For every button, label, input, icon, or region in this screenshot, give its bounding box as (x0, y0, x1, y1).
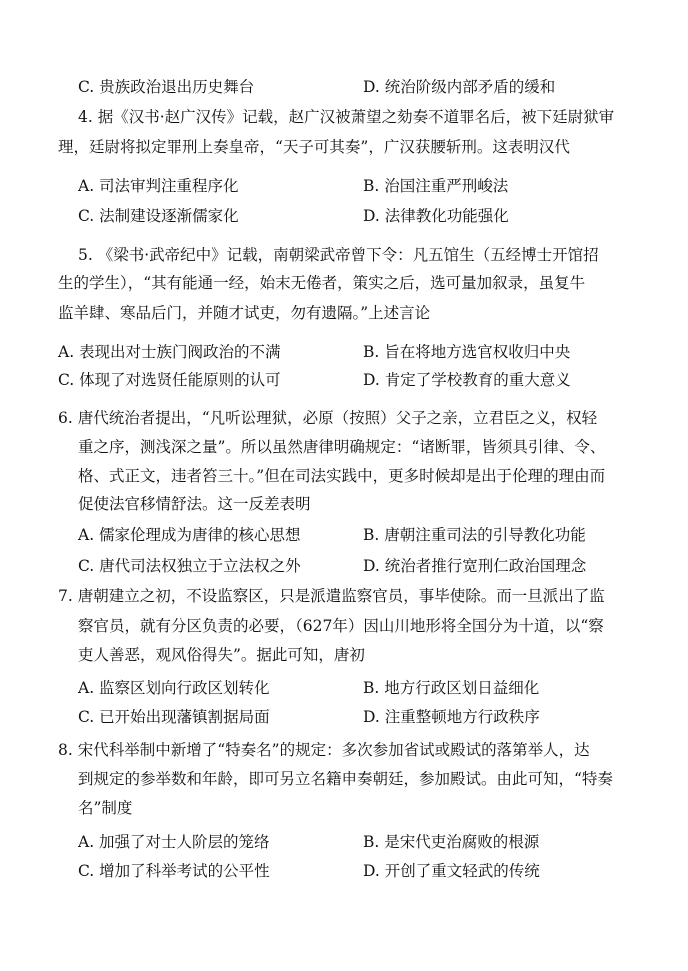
q8-option-c: C. 增加了科举考试的公平性 (78, 862, 270, 880)
q5-option-b: B. 旨在将地方选官权收归中央 (363, 343, 571, 361)
q5-stem-line: 生的学生），“其有能通一经，始末无倦者，策实之后，选可量加叙录，虽复牛 (58, 274, 586, 292)
q6-stem-line: 促使法官移情舒法。这一反差表明 (78, 495, 311, 513)
q6-stem-line: 重之序，测浅深之量”。所以虽然唐律明确规定：“诸断罪，皆须具引律、令、 (78, 438, 606, 456)
q3-option-d: D. 统治阶级内部矛盾的缓和 (363, 78, 556, 96)
q4-stem-line: 4. 据《汉书·赵广汉传》记载，赵广汉被萧望之劾奏不道罪名后，被下廷尉狱审 (78, 108, 615, 126)
q8-option-b: B. 是宋代吏治腐败的根源 (363, 833, 540, 851)
q4-option-b: B. 治国注重严刑峻法 (363, 177, 509, 195)
q5-option-a: A. 表现出对士族门阀政治的不满 (58, 343, 281, 361)
q6-stem-line: 格、式正文，违者笞三十。”但在司法实践中，更多时候却是出于伦理的理由而 (78, 467, 606, 485)
q7-option-a: A. 监察区划向行政区划转化 (78, 679, 270, 697)
q5-stem-line: 监羊肆、寒品后门，并随才试吏，勿有遗隔。”上述言论 (58, 304, 431, 322)
q7-option-c: C. 已开始出现藩镇割据局面 (78, 708, 270, 726)
q8-stem-line: 到规定的参举数和年龄，即可另立名籍申奏朝廷，参加殿试。由此可知，“特奏 (78, 770, 613, 788)
q6-option-c: C. 唐代司法权独立于立法权之外 (78, 557, 301, 575)
q5-option-c: C. 体现了对选贤任能原则的认可 (58, 371, 281, 389)
q8-option-d: D. 开创了重文轻武的传统 (363, 862, 540, 880)
q5-stem-line: 5. 《梁书·武帝纪中》记载，南朝梁武帝曾下令：凡五馆生（五经博士开馆招 (78, 246, 599, 264)
q6-option-a: A. 儒家伦理成为唐律的核心思想 (78, 526, 301, 544)
q4-option-c: C. 法制建设逐渐儒家化 (78, 207, 239, 225)
q7-option-b: B. 地方行政区划日益细化 (363, 679, 540, 697)
q6-option-d: D. 统治者推行宽刑仁政治国理念 (363, 557, 587, 575)
q7-stem-line: 7. 唐朝建立之初，不设监察区，只是派遣监察官员，事毕使除。而一旦派出了监 (58, 587, 605, 605)
q7-stem-line: 吏人善恶，观风俗得失”。据此可知，唐初 (78, 646, 365, 664)
q3-option-c: C. 贵族政治退出历史舞台 (78, 78, 255, 96)
q4-option-a: A. 司法审判注重程序化 (78, 177, 239, 195)
q7-stem-line: 察官员，就有分区负责的必要，（627年）因山川地形将全国分为十道，以“察 (78, 617, 604, 635)
q5-option-d: D. 肯定了学校教育的重大意义 (363, 371, 571, 389)
q4-option-d: D. 法律教化功能强化 (363, 207, 509, 225)
q6-option-b: B. 唐朝注重司法的引导教化功能 (363, 526, 586, 544)
q6-stem-line: 6. 唐代统治者提出，“凡听讼理狱，必原（按照）父子之亲，立君臣之义，权轻 (58, 409, 598, 427)
q8-stem-line: 名”制度 (78, 799, 133, 817)
q7-option-d: D. 注重整顿地方行政秩序 (363, 708, 540, 726)
q8-option-a: A. 加强了对士人阶层的笼络 (78, 833, 270, 851)
q8-stem-line: 8. 宋代科举制中新增了“特奏名”的规定：多次参加省试或殿试的落第举人，达 (58, 741, 590, 759)
q4-stem-line: 理，廷尉将拟定罪刑上奏皇帝，“天子可其奏”，广汉获腰斩刑。这表明汉代 (58, 138, 570, 156)
